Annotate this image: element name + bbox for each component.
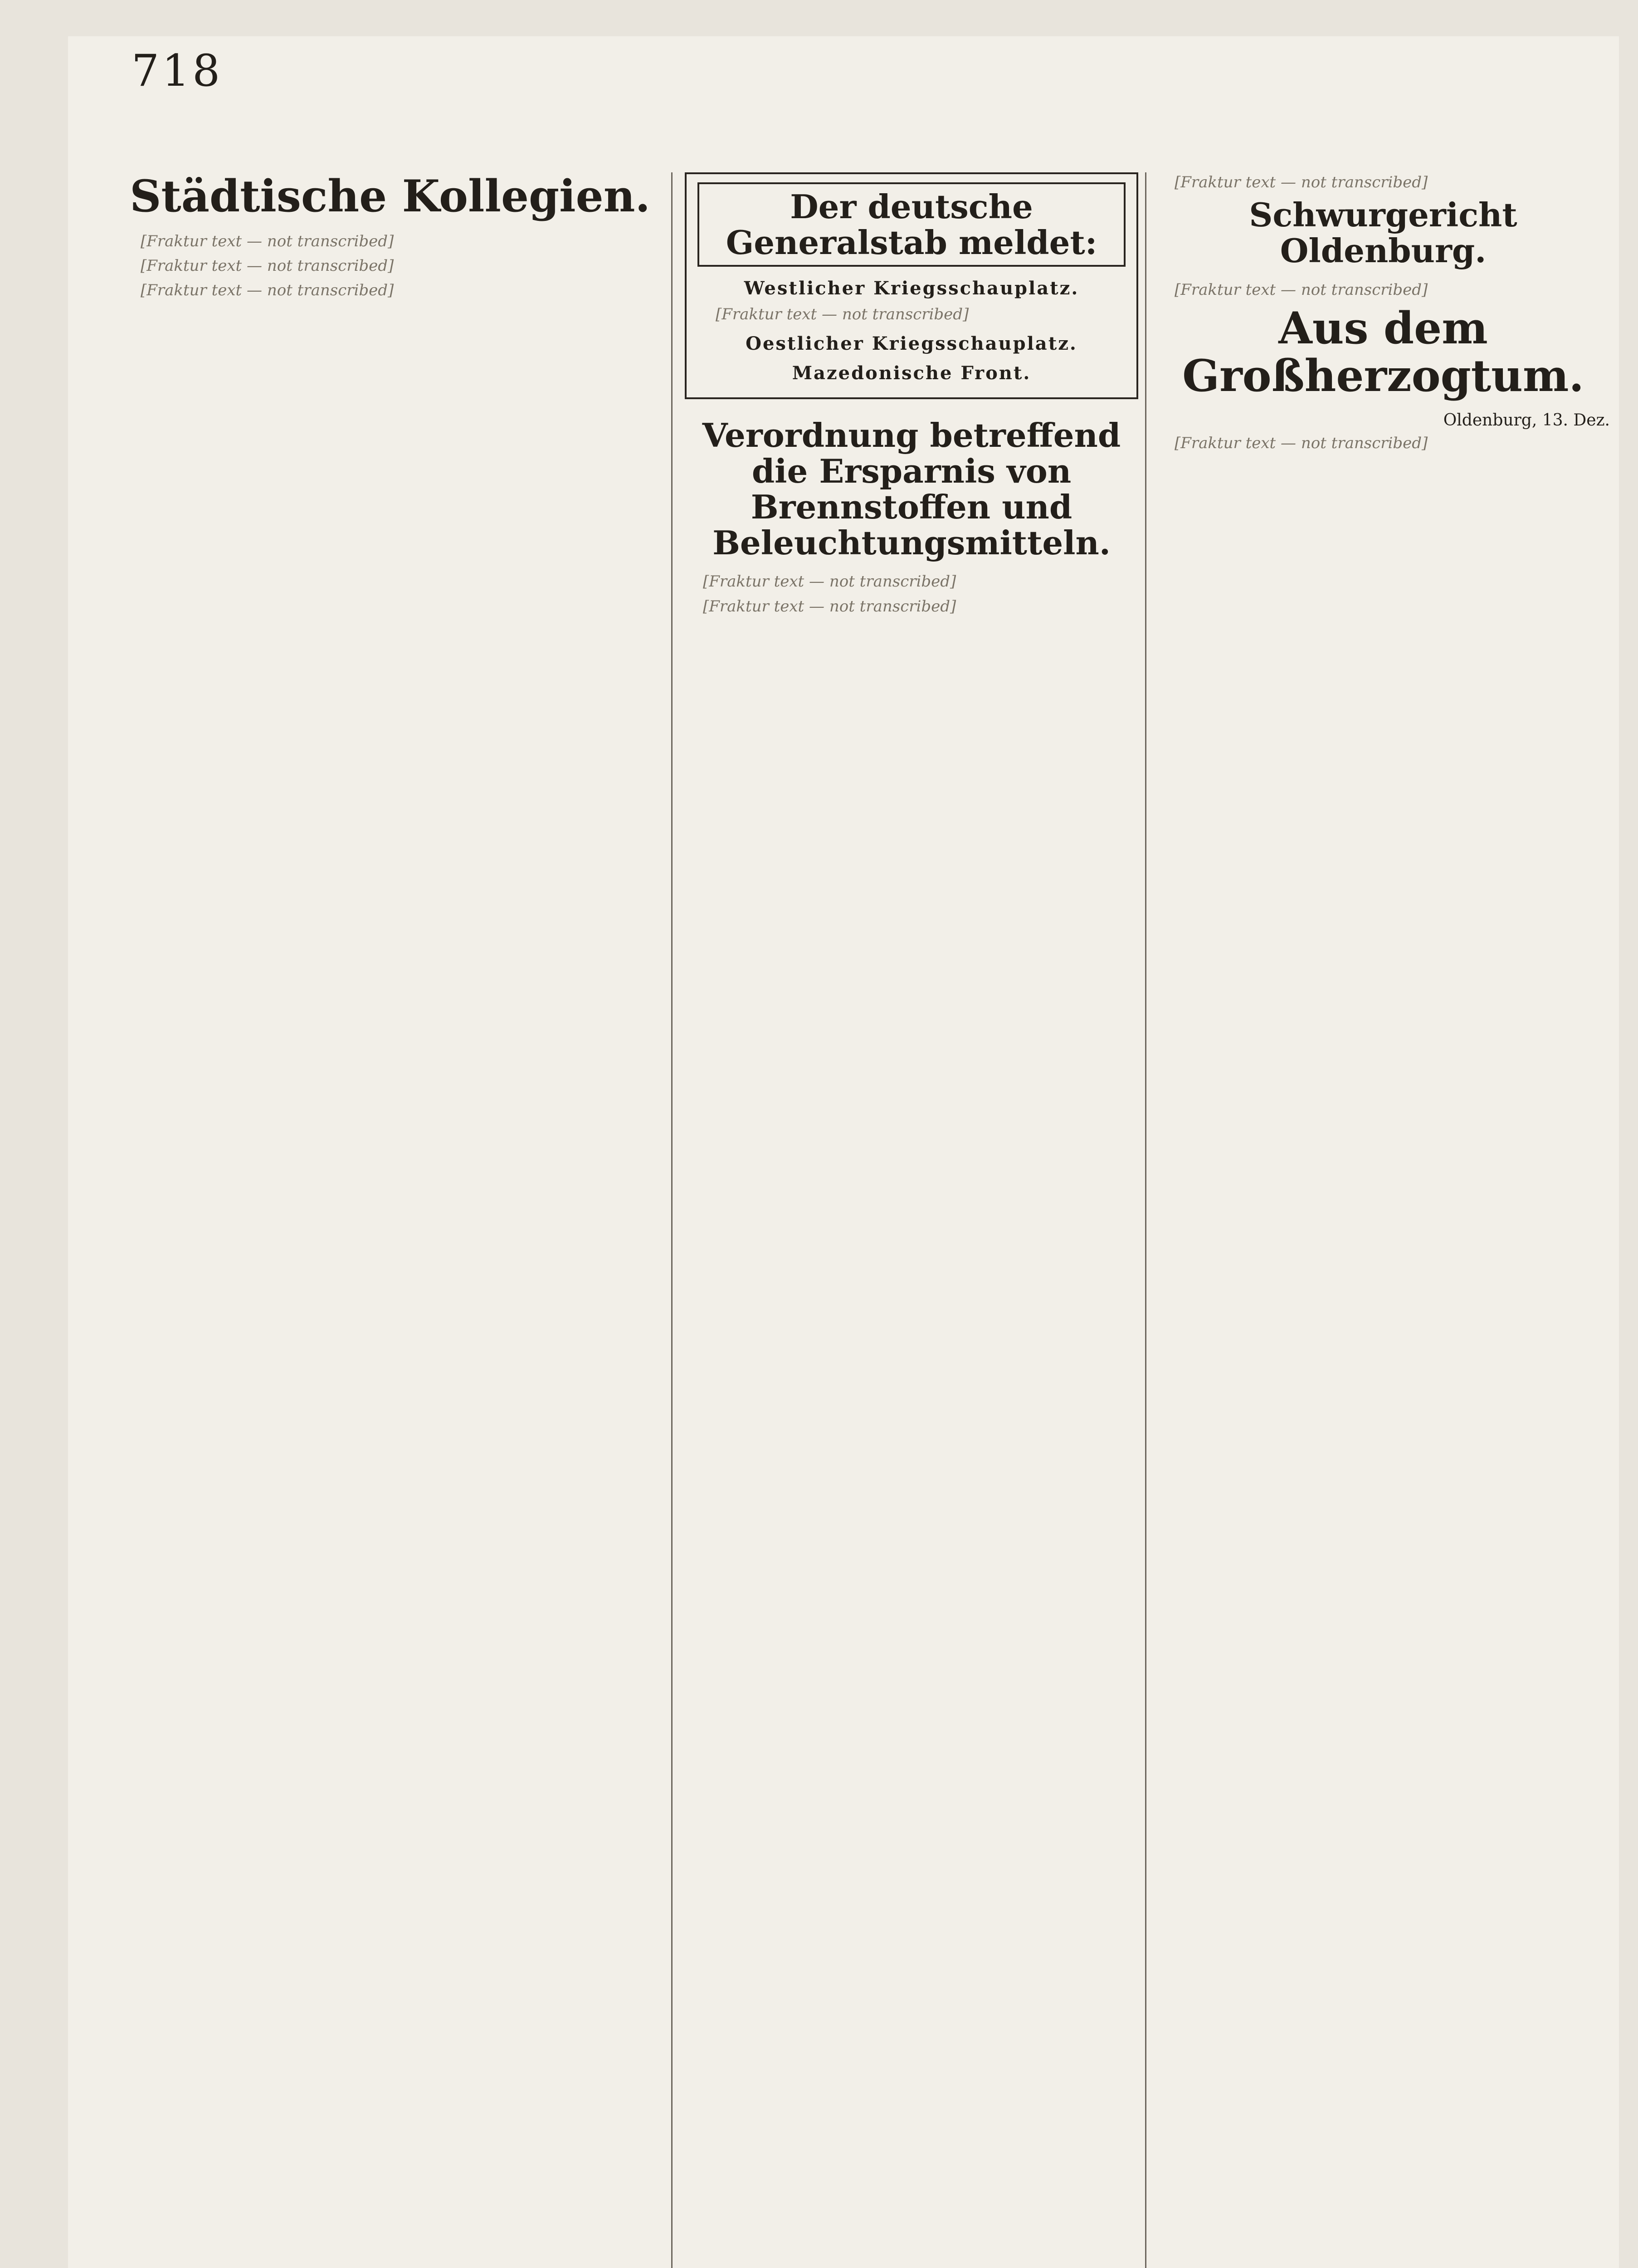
- dateline: Oldenburg, 13. Dez.: [1443, 411, 1610, 430]
- report-headline: Der deutsche Generalstab meldet:: [697, 182, 1126, 267]
- column-2: [685, 172, 1138, 2268]
- military-report-box: [685, 172, 1138, 399]
- report-section-heading: Westlicher Kriegsschauplatz.: [744, 278, 1079, 299]
- state-news-headline: Aus dem Großherzogtum.: [1182, 302, 1584, 402]
- article-paragraph: [Fraktur text — not transcribed]: [141, 232, 394, 250]
- report-section-heading: Oestlicher Kriegsschauplatz.: [746, 332, 1077, 354]
- report-section-heading: Mazedonische Front.: [792, 362, 1031, 384]
- article-paragraph: [Fraktur text — not transcribed]: [703, 597, 956, 616]
- article-paragraph: [Fraktur text — not transcribed]: [1175, 280, 1428, 299]
- page-number: 718: [132, 45, 223, 96]
- article-paragraph: [Fraktur text — not transcribed]: [141, 281, 394, 299]
- column-rule: [671, 172, 673, 2268]
- court-headline: Schwurgericht Oldenburg.: [1249, 196, 1517, 270]
- article-paragraph: [Fraktur text — not transcribed]: [1175, 173, 1428, 191]
- article-paragraph: [Fraktur text — not transcribed]: [141, 256, 394, 275]
- article-paragraph: [Fraktur text — not transcribed]: [703, 572, 956, 591]
- newspaper-page: [68, 36, 1619, 2268]
- report-paragraph: [Fraktur text — not transcribed]: [716, 305, 969, 324]
- article-paragraph: [Fraktur text — not transcribed]: [1175, 434, 1428, 452]
- article-headline: Verordnung betreffend die Ersparnis von Brennstoffen und Beleuchtungsmitteln.: [702, 415, 1121, 562]
- column-rule: [1145, 172, 1146, 2268]
- article-headline: Städtische Kollegien.: [130, 172, 650, 222]
- column-1: [122, 172, 658, 2268]
- column-3: [1156, 172, 1610, 2268]
